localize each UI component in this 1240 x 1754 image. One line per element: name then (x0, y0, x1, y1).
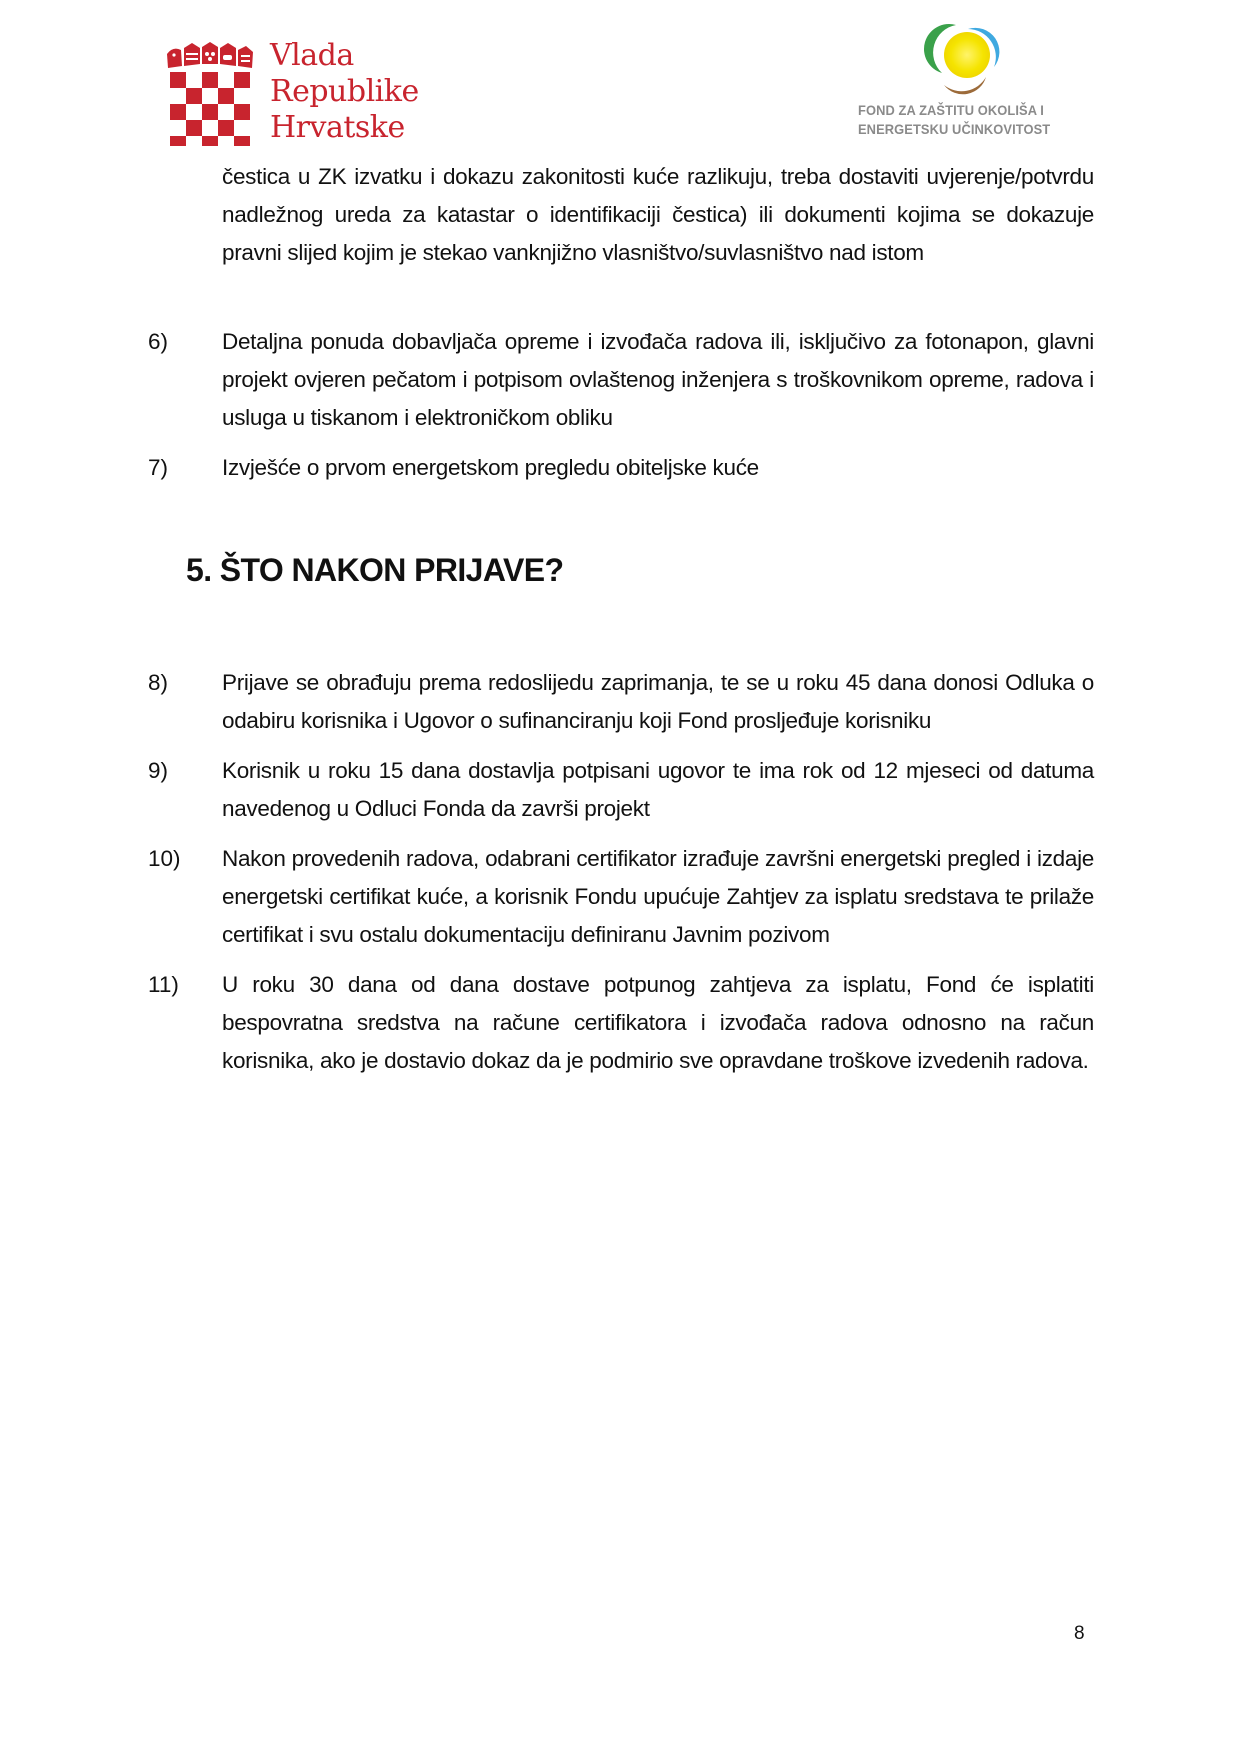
fund-title-line: ENERGETSKU UČINKOVITOST (858, 121, 1051, 137)
sun-swirl-icon (920, 15, 1006, 97)
document-list-a (148, 323, 1094, 499)
list-item-text: Izvješće o prvom energetskom pregledu obiteljske kuće (222, 455, 759, 480)
continuation-paragraph: čestica u ZK izvatku i dokazu zakonitosti kuće razlikuju, treba dostaviti uvjerenje/potvrdu nadležnog ureda za katastar o identifikaciji čestica) ili dokumenti kojima se dokazuje pravni slijed kojim je stekao vanknjižno vlasništvo/suvlasništvo nad istom (222, 164, 1094, 265)
list-item-number: 10) (148, 846, 181, 871)
page-header (0, 0, 1240, 150)
list-item-text: Nakon provedenih radova, odabrani certifikator izrađuje završni energetski pregled i izdaje energetski certifikat kuće, a korisnik Fondu upućuje Zahtjev za isplatu sredstava te prilaže certifikat i svu ostalu dokumentaciju definiranu Javnim pozivom (222, 846, 1094, 947)
continuation-paragraph-block (148, 158, 1094, 272)
list-item-number: 7) (148, 455, 169, 480)
list-item (148, 840, 1094, 954)
list-item-text: Korisnik u roku 15 dana dostavlja potpisani ugovor te ima rok od 12 mjeseci od datuma navedenog u Odluci Fonda da završi projekt (222, 758, 1094, 821)
list-item-number: 11) (148, 972, 179, 997)
list-item-number: 8) (148, 670, 169, 695)
list-item (148, 752, 1094, 828)
page-number: 8 (1074, 1623, 1085, 1644)
document-list-b (148, 664, 1094, 1092)
croatian-coat-of-arms-icon (165, 42, 255, 146)
list-item (148, 449, 1094, 487)
list-item-text: Prijave se obrađuju prema redoslijedu zaprimanja, te se u roku 45 dana donosi Odluka o odabiru korisnika i Ugovor o sufinanciranju koji Fond prosljeđuje korisniku (222, 670, 1094, 733)
list-item (148, 323, 1094, 437)
government-title-line: Republike (270, 74, 419, 109)
list-item-text: U roku 30 dana od dana dostave potpunog zahtjeva za isplatu, Fond će isplatiti bespovratna sredstva na račune certifikatora i izvođača radova odnosno na račun korisnika, ako je dostavio dokaz da je podmirio sve opravdane troškove izvedenih radova. (222, 972, 1094, 1073)
list-item (148, 966, 1094, 1080)
fund-title (858, 101, 1078, 139)
government-title (270, 38, 419, 146)
government-title-line: Vlada (270, 38, 354, 73)
list-item (148, 664, 1094, 740)
government-title-line: Hrvatske (270, 110, 405, 145)
section-heading: 5. ŠTO NAKON PRIJAVE? (186, 552, 564, 588)
list-item-text: Detaljna ponuda dobavljača opreme i izvođača radova ili, isključivo za fotonapon, glavni projekt ovjeren pečatom i potpisom ovlaštenog inženjera s troškovnikom opreme, radova i usluga u tiskanom i elektroničkom obliku (222, 329, 1094, 430)
list-item-number: 6) (148, 329, 169, 354)
fund-title-line: FOND ZA ZAŠTITU OKOLIŠA I (858, 102, 1044, 118)
list-item-number: 9) (148, 758, 169, 783)
